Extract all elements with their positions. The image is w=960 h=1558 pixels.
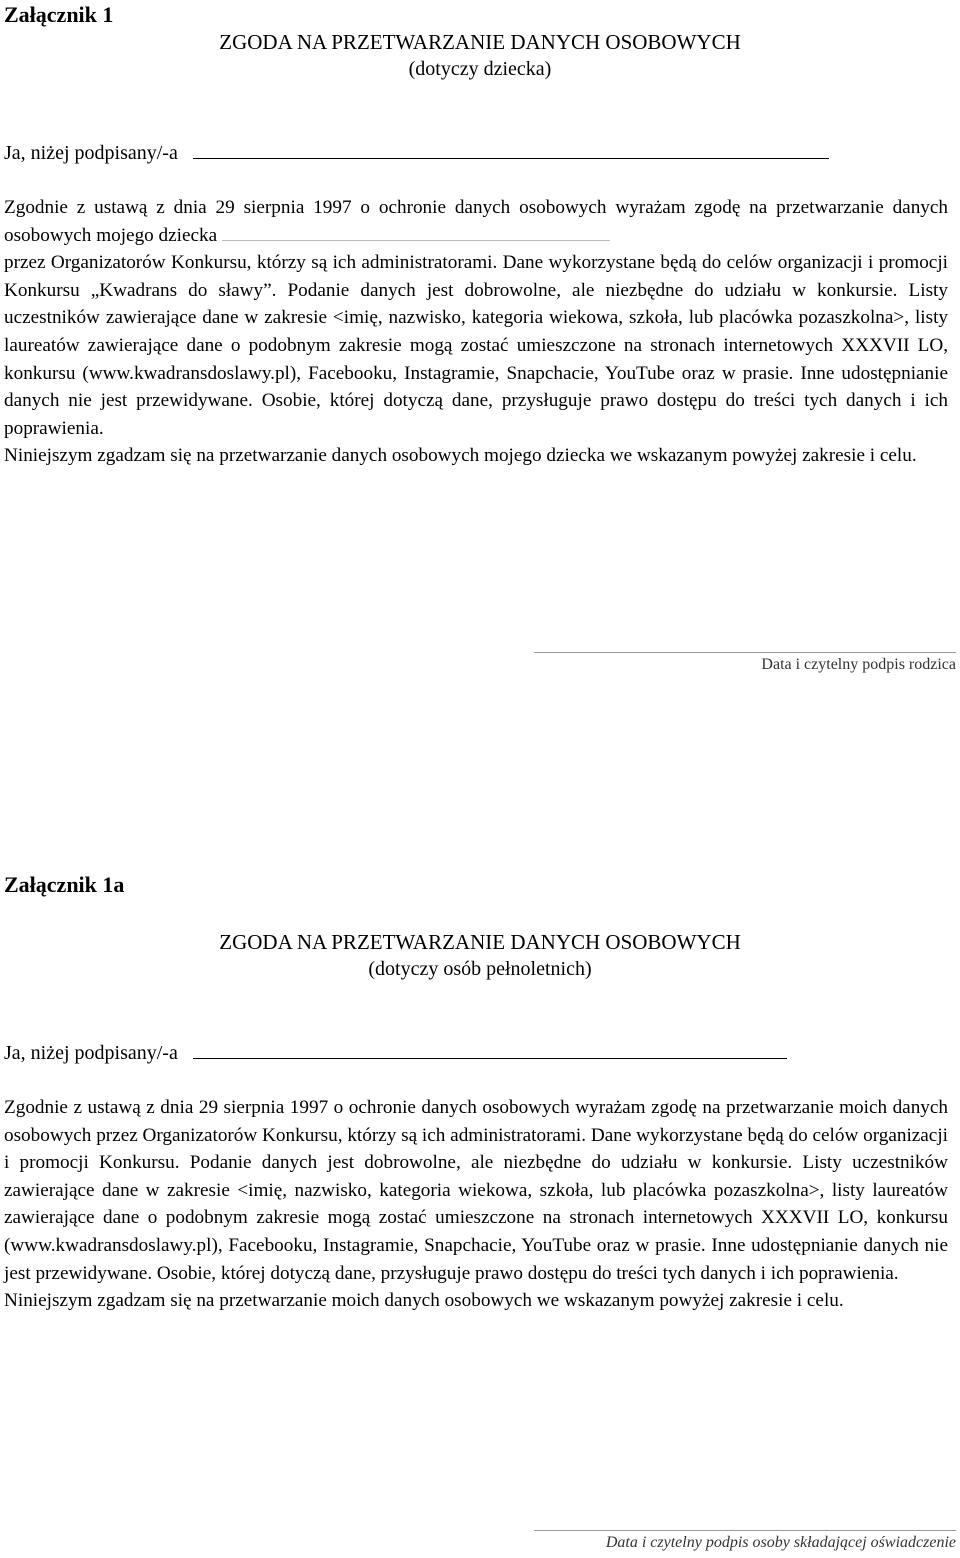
annex1-signer-name-field[interactable] [193,158,829,159]
annex1a-signature-line[interactable] [534,1530,956,1531]
annex1a-signer-label: Ja, niżej podpisany/-a [4,1042,178,1064]
annex1a-heading: Załącznik 1a [4,872,125,897]
annex1-signer-label: Ja, niżej podpisany/-a [4,142,178,164]
annex1-para-start: Zgodnie z ustawą z dnia 29 sierpnia 1997 o ochronie danych osobowych wyrażam zgodę na przetwarzanie danych osobowych mojego dziecka [4,197,948,246]
annex1a-signer-name-field[interactable] [193,1058,787,1059]
annex1a-body [4,1094,948,1315]
annex1-signature-line[interactable] [534,652,956,653]
annex1-paragraph-final: Niniejszym zgadzam się na przetwarzanie danych osobowych mojego dziecka we wskazanym powyżej zakresie i celu. [4,445,917,467]
annex1a-paragraph-main: Zgodnie z ustawą z dnia 29 sierpnia 1997 o ochronie danych osobowych wyrażam zgodę na przetwarzanie moich danych osobowych przez Organizatorów Konkursu, którzy są ich administratorami. Dane wykorzystane będą do celów organizacji i promocji Konkursu. Podanie danych jest dobrowolne, ale niezbędne do udziału w konkursie. Listy uczestników zawierające dane w zakresie <imię, nazwisko, kategoria wiekowa, szkoła, lub placówka pozaszkolna>, listy laureatów zawierające dane o podobnym zakresie mogą zostać umieszczone na stronach internetowych XXXVII LO, konkursu (www.kwadransdoslawy.pl), Facebooku, Instagramie, Snapchacie, YouTube oraz w prasie. Inne udostępnianie danych nie jest przewidywane. Osobie, której dotyczą dane, przysługuje prawo dostępu do treści tych danych i ich poprawienia. [4,1097,948,1284]
annex1-heading: Załącznik 1 [4,2,114,27]
annex1-signer-row [4,142,829,165]
annex1a-title: ZGODA NA PRZETWARZANIE DANYCH OSOBOWYCH [219,930,741,954]
annex1a-signature-caption: Data i czytelny podpis osoby składającej oświadczenie [605,1534,956,1551]
annex1-child-name-field[interactable] [222,239,610,241]
annex1a-subtitle: (dotyczy osób pełnoletnich) [368,958,592,980]
annex1-signature-caption: Data i czytelny podpis rodzica [761,656,956,673]
annex1-subtitle: (dotyczy dziecka) [408,58,552,80]
annex1-title: ZGODA NA PRZETWARZANIE DANYCH OSOBOWYCH [219,30,741,54]
annex1a-signer-row [4,1042,787,1065]
annex1a-paragraph-final: Niniejszym zgadzam się na przetwarzanie moich danych osobowych we wskazanym powyżej zakresie i celu. [4,1290,844,1312]
annex1-body [4,194,948,470]
annex1-para-rest: przez Organizatorów Konkursu, którzy są ich administratorami. Dane wykorzystane będą do celów organizacji i promocji Konkursu „Kwadrans do sławy”. Podanie danych jest dobrowolne, ale niezbędne do udziału w konkursie. Listy uczestników zawierające dane w zakresie <imię, nazwisko, kategoria wiekowa, szkoła, lub placówka pozaszkolna>, listy laureatów zawierające dane o podobnym zakresie mogą zostać umieszczone na stronach internetowych XXXVII LO, konkursu (www.kwadransdoslawy.pl), Facebooku, Instagramie, Snapchacie, YouTube oraz w prasie. Inne udostępnianie danych nie jest przewidywane. Osobie, której dotyczą dane, przysługuje prawo dostępu do treści tych danych i ich poprawienia. [4,252,948,439]
annex1-paragraph-intro [4,194,948,249]
annex1-paragraph-main [4,249,948,442]
